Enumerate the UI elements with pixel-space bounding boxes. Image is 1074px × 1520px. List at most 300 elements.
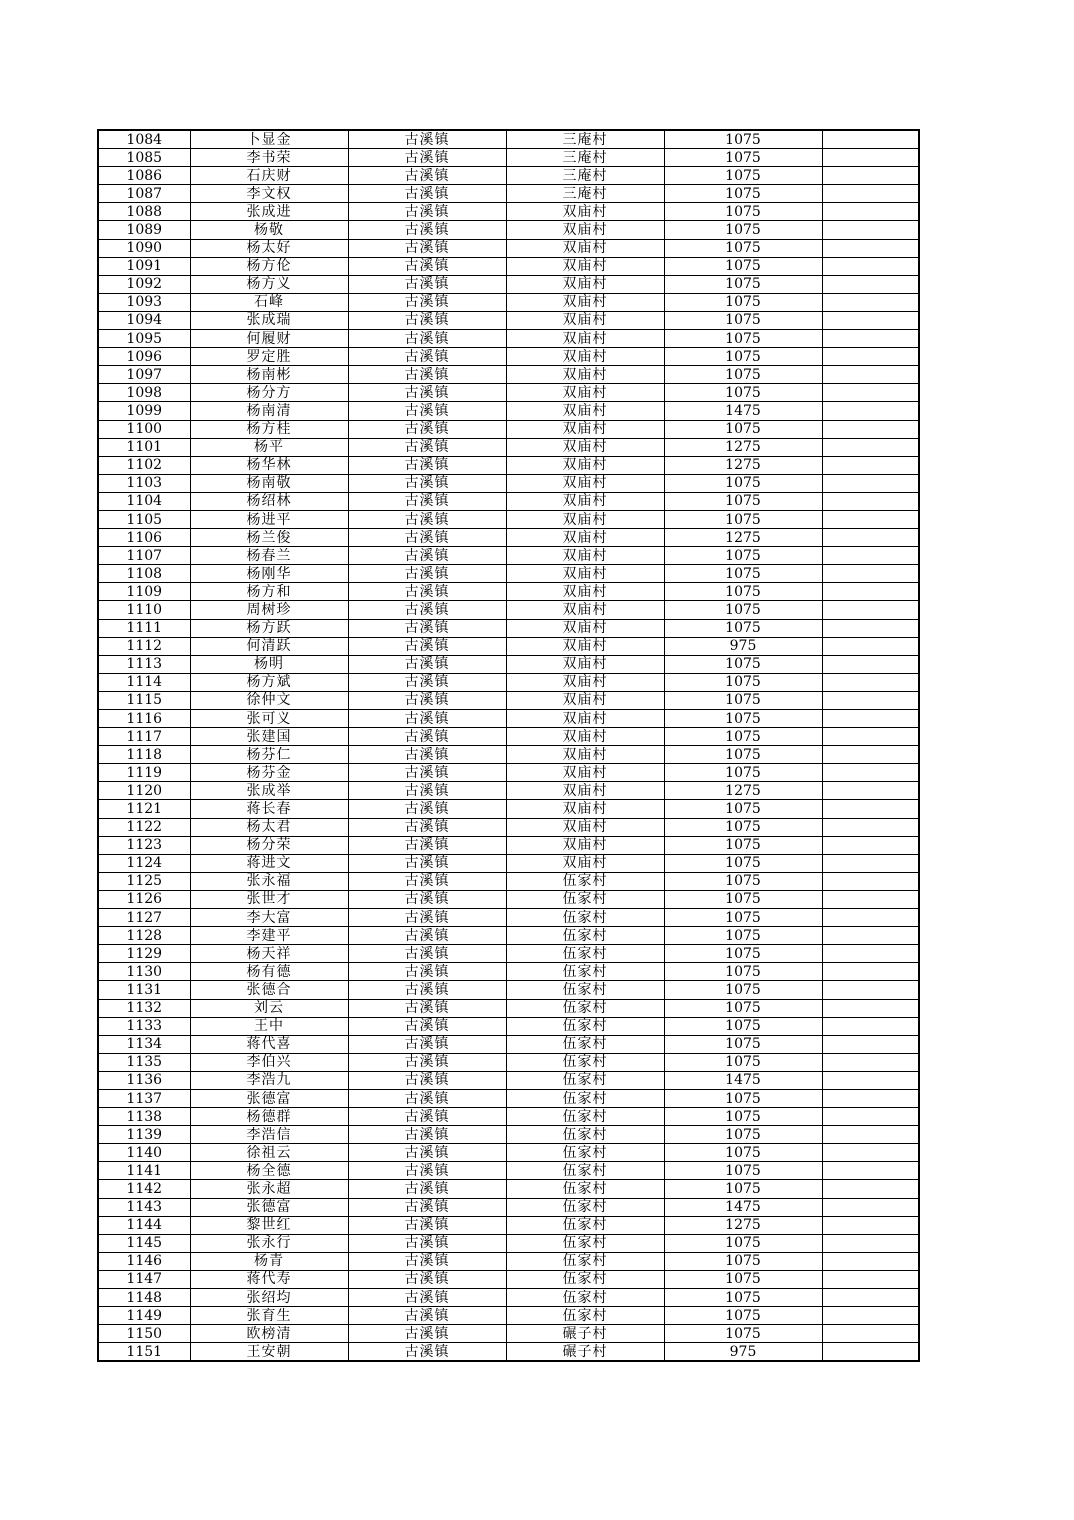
cell-index: 1115 — [98, 691, 190, 709]
cell-index: 1103 — [98, 474, 190, 492]
cell-amount: 1075 — [664, 746, 822, 764]
cell-village: 伍家村 — [506, 1252, 664, 1270]
cell-village: 伍家村 — [506, 1035, 664, 1053]
cell-amount: 1075 — [664, 1089, 822, 1107]
cell-amount: 1075 — [664, 1126, 822, 1144]
table-row — [98, 728, 919, 746]
cell-remark — [822, 293, 919, 311]
cell-town: 古溪镇 — [348, 402, 506, 420]
cell-town: 古溪镇 — [348, 275, 506, 293]
cell-amount: 1075 — [664, 1144, 822, 1162]
cell-town: 古溪镇 — [348, 619, 506, 637]
cell-index: 1124 — [98, 854, 190, 872]
cell-remark — [822, 275, 919, 293]
cell-town: 古溪镇 — [348, 1035, 506, 1053]
cell-name: 李浩信 — [190, 1126, 348, 1144]
cell-town: 古溪镇 — [348, 728, 506, 746]
cell-name: 杨芬金 — [190, 764, 348, 782]
cell-amount: 1075 — [664, 492, 822, 510]
cell-name: 何履财 — [190, 330, 348, 348]
table-row — [98, 1053, 919, 1071]
table-row — [98, 492, 919, 510]
cell-town: 古溪镇 — [348, 529, 506, 547]
cell-remark — [822, 510, 919, 528]
cell-amount: 1075 — [664, 1108, 822, 1126]
cell-remark — [822, 1035, 919, 1053]
cell-village: 双庙村 — [506, 456, 664, 474]
cell-town: 古溪镇 — [348, 1289, 506, 1307]
cell-town: 古溪镇 — [348, 1017, 506, 1035]
cell-town: 古溪镇 — [348, 330, 506, 348]
cell-index: 1110 — [98, 601, 190, 619]
cell-amount: 1075 — [664, 293, 822, 311]
cell-village: 双庙村 — [506, 438, 664, 456]
cell-name: 张绍均 — [190, 1289, 348, 1307]
cell-town: 古溪镇 — [348, 764, 506, 782]
cell-amount: 1075 — [664, 1035, 822, 1053]
cell-index: 1095 — [98, 330, 190, 348]
cell-name: 杨南敬 — [190, 474, 348, 492]
cell-index: 1091 — [98, 257, 190, 275]
cell-index: 1130 — [98, 963, 190, 981]
table-row — [98, 348, 919, 366]
cell-village: 双庙村 — [506, 655, 664, 673]
cell-town: 古溪镇 — [348, 782, 506, 800]
table-row — [98, 547, 919, 565]
cell-village: 三庵村 — [506, 149, 664, 167]
cell-index: 1138 — [98, 1108, 190, 1126]
cell-name: 杨太好 — [190, 239, 348, 257]
cell-name: 杨青 — [190, 1252, 348, 1270]
table-row — [98, 130, 919, 149]
cell-name: 欧榜清 — [190, 1325, 348, 1343]
cell-index: 1116 — [98, 710, 190, 728]
cell-index: 1096 — [98, 348, 190, 366]
cell-amount: 1075 — [664, 1270, 822, 1288]
cell-remark — [822, 1252, 919, 1270]
table-row — [98, 1144, 919, 1162]
cell-name: 杨有德 — [190, 963, 348, 981]
cell-village: 伍家村 — [506, 872, 664, 890]
cell-index: 1149 — [98, 1307, 190, 1325]
cell-remark — [822, 1053, 919, 1071]
cell-amount: 1075 — [664, 275, 822, 293]
cell-village: 三庵村 — [506, 167, 664, 185]
cell-index: 1093 — [98, 293, 190, 311]
cell-remark — [822, 330, 919, 348]
table-row — [98, 1180, 919, 1198]
cell-village: 伍家村 — [506, 1307, 664, 1325]
cell-amount: 1075 — [664, 710, 822, 728]
cell-index: 1121 — [98, 800, 190, 818]
cell-remark — [822, 782, 919, 800]
cell-town: 古溪镇 — [348, 474, 506, 492]
cell-village: 双庙村 — [506, 529, 664, 547]
cell-name: 张永福 — [190, 872, 348, 890]
cell-index: 1092 — [98, 275, 190, 293]
cell-remark — [822, 1198, 919, 1216]
cell-amount: 1075 — [664, 872, 822, 890]
cell-village: 双庙村 — [506, 402, 664, 420]
cell-remark — [822, 1234, 919, 1252]
cell-name: 周树珍 — [190, 601, 348, 619]
cell-index: 1105 — [98, 510, 190, 528]
cell-amount: 1075 — [664, 510, 822, 528]
cell-index: 1094 — [98, 311, 190, 329]
cell-name: 杨方义 — [190, 275, 348, 293]
cell-index: 1111 — [98, 619, 190, 637]
table-row — [98, 927, 919, 945]
cell-index: 1127 — [98, 909, 190, 927]
cell-town: 古溪镇 — [348, 203, 506, 221]
cell-amount: 1075 — [664, 909, 822, 927]
table-row — [98, 420, 919, 438]
table-body — [98, 130, 919, 1361]
cell-name: 罗定胜 — [190, 348, 348, 366]
cell-remark — [822, 239, 919, 257]
cell-remark — [822, 420, 919, 438]
table-row — [98, 1216, 919, 1234]
cell-village: 双庙村 — [506, 854, 664, 872]
cell-name: 卜显金 — [190, 130, 348, 149]
cell-index: 1151 — [98, 1343, 190, 1362]
cell-index: 1122 — [98, 818, 190, 836]
cell-amount: 1075 — [664, 1180, 822, 1198]
cell-amount: 1075 — [664, 130, 822, 149]
cell-amount: 1075 — [664, 601, 822, 619]
cell-village: 伍家村 — [506, 981, 664, 999]
cell-index: 1117 — [98, 728, 190, 746]
table-row — [98, 1234, 919, 1252]
cell-name: 李浩九 — [190, 1071, 348, 1089]
cell-name: 杨南彬 — [190, 366, 348, 384]
cell-town: 古溪镇 — [348, 1252, 506, 1270]
cell-name: 何清跃 — [190, 637, 348, 655]
cell-village: 双庙村 — [506, 782, 664, 800]
cell-remark — [822, 1216, 919, 1234]
table-row — [98, 529, 919, 547]
cell-town: 古溪镇 — [348, 890, 506, 908]
cell-village: 伍家村 — [506, 1053, 664, 1071]
cell-index: 1088 — [98, 203, 190, 221]
cell-amount: 1075 — [664, 149, 822, 167]
cell-town: 古溪镇 — [348, 366, 506, 384]
cell-town: 古溪镇 — [348, 1089, 506, 1107]
table-row — [98, 818, 919, 836]
table-row — [98, 1307, 919, 1325]
cell-amount: 1075 — [664, 836, 822, 854]
cell-village: 双庙村 — [506, 366, 664, 384]
cell-amount: 1075 — [664, 890, 822, 908]
cell-index: 1141 — [98, 1162, 190, 1180]
table-row — [98, 872, 919, 890]
cell-town: 古溪镇 — [348, 1216, 506, 1234]
cell-name: 张育生 — [190, 1307, 348, 1325]
cell-town: 古溪镇 — [348, 456, 506, 474]
cell-name: 杨分荣 — [190, 836, 348, 854]
cell-village: 双庙村 — [506, 348, 664, 366]
cell-village: 伍家村 — [506, 1071, 664, 1089]
table-row — [98, 945, 919, 963]
cell-remark — [822, 619, 919, 637]
cell-village: 伍家村 — [506, 909, 664, 927]
cell-town: 古溪镇 — [348, 1071, 506, 1089]
table-row — [98, 583, 919, 601]
table-row — [98, 239, 919, 257]
cell-amount: 1075 — [664, 384, 822, 402]
cell-town: 古溪镇 — [348, 167, 506, 185]
cell-index: 1108 — [98, 565, 190, 583]
cell-index: 1146 — [98, 1252, 190, 1270]
cell-town: 古溪镇 — [348, 1307, 506, 1325]
cell-village: 双庙村 — [506, 474, 664, 492]
cell-village: 双庙村 — [506, 510, 664, 528]
table-row — [98, 782, 919, 800]
cell-index: 1109 — [98, 583, 190, 601]
cell-name: 杨敬 — [190, 221, 348, 239]
cell-village: 双庙村 — [506, 764, 664, 782]
cell-amount: 1075 — [664, 221, 822, 239]
cell-town: 古溪镇 — [348, 673, 506, 691]
cell-remark — [822, 1270, 919, 1288]
table-row — [98, 1108, 919, 1126]
cell-town: 古溪镇 — [348, 1180, 506, 1198]
cell-name: 张永超 — [190, 1180, 348, 1198]
cell-name: 张成进 — [190, 203, 348, 221]
cell-amount: 1075 — [664, 1162, 822, 1180]
cell-amount: 1075 — [664, 203, 822, 221]
spreadsheet — [97, 129, 920, 1362]
cell-index: 1101 — [98, 438, 190, 456]
cell-remark — [822, 1144, 919, 1162]
cell-town: 古溪镇 — [348, 1144, 506, 1162]
table-row — [98, 836, 919, 854]
table-row — [98, 185, 919, 203]
cell-town: 古溪镇 — [348, 691, 506, 709]
cell-name: 杨太君 — [190, 818, 348, 836]
table-row — [98, 1035, 919, 1053]
table-row — [98, 1270, 919, 1288]
cell-name: 张世才 — [190, 890, 348, 908]
cell-index: 1135 — [98, 1053, 190, 1071]
cell-amount: 1075 — [664, 818, 822, 836]
cell-name: 杨方桂 — [190, 420, 348, 438]
cell-amount: 1075 — [664, 1289, 822, 1307]
table-row — [98, 673, 919, 691]
cell-index: 1114 — [98, 673, 190, 691]
cell-name: 杨方跃 — [190, 619, 348, 637]
cell-index: 1143 — [98, 1198, 190, 1216]
cell-village: 伍家村 — [506, 1089, 664, 1107]
cell-village: 伍家村 — [506, 1180, 664, 1198]
cell-amount: 1075 — [664, 1307, 822, 1325]
cell-amount: 1075 — [664, 366, 822, 384]
cell-town: 古溪镇 — [348, 854, 506, 872]
cell-remark — [822, 637, 919, 655]
cell-remark — [822, 474, 919, 492]
cell-remark — [822, 836, 919, 854]
cell-village: 双庙村 — [506, 420, 664, 438]
cell-name: 李文权 — [190, 185, 348, 203]
cell-town: 古溪镇 — [348, 999, 506, 1017]
table-row — [98, 800, 919, 818]
cell-village: 双庙村 — [506, 330, 664, 348]
cell-village: 三庵村 — [506, 130, 664, 149]
cell-remark — [822, 1325, 919, 1343]
cell-town: 古溪镇 — [348, 384, 506, 402]
cell-name: 李大富 — [190, 909, 348, 927]
cell-amount: 1075 — [664, 185, 822, 203]
cell-amount: 1075 — [664, 239, 822, 257]
cell-town: 古溪镇 — [348, 185, 506, 203]
cell-index: 1144 — [98, 1216, 190, 1234]
cell-index: 1097 — [98, 366, 190, 384]
cell-village: 双庙村 — [506, 800, 664, 818]
cell-remark — [822, 1180, 919, 1198]
cell-index: 1136 — [98, 1071, 190, 1089]
cell-index: 1099 — [98, 402, 190, 420]
cell-name: 杨刚华 — [190, 565, 348, 583]
table-row — [98, 474, 919, 492]
cell-name: 张永行 — [190, 1234, 348, 1252]
cell-amount: 1075 — [664, 800, 822, 818]
cell-village: 双庙村 — [506, 673, 664, 691]
cell-index: 1142 — [98, 1180, 190, 1198]
cell-amount: 1075 — [664, 999, 822, 1017]
cell-village: 伍家村 — [506, 1108, 664, 1126]
cell-remark — [822, 1017, 919, 1035]
cell-index: 1125 — [98, 872, 190, 890]
cell-village: 双庙村 — [506, 583, 664, 601]
cell-village: 双庙村 — [506, 239, 664, 257]
cell-name: 石庆财 — [190, 167, 348, 185]
table-row — [98, 1289, 919, 1307]
cell-village: 伍家村 — [506, 1270, 664, 1288]
cell-amount: 1075 — [664, 728, 822, 746]
cell-amount: 1075 — [664, 348, 822, 366]
cell-index: 1119 — [98, 764, 190, 782]
cell-index: 1106 — [98, 529, 190, 547]
cell-town: 古溪镇 — [348, 800, 506, 818]
cell-remark — [822, 764, 919, 782]
cell-index: 1120 — [98, 782, 190, 800]
cell-village: 双庙村 — [506, 492, 664, 510]
cell-remark — [822, 529, 919, 547]
cell-name: 张德富 — [190, 1089, 348, 1107]
cell-town: 古溪镇 — [348, 348, 506, 366]
cell-town: 古溪镇 — [348, 1108, 506, 1126]
cell-town: 古溪镇 — [348, 1270, 506, 1288]
cell-remark — [822, 981, 919, 999]
cell-amount: 1075 — [664, 1234, 822, 1252]
cell-amount: 1075 — [664, 1017, 822, 1035]
cell-remark — [822, 746, 919, 764]
cell-name: 李书荣 — [190, 149, 348, 167]
cell-index: 1107 — [98, 547, 190, 565]
table-row — [98, 710, 919, 728]
table-row — [98, 438, 919, 456]
cell-amount: 1475 — [664, 402, 822, 420]
cell-amount: 1075 — [664, 565, 822, 583]
cell-village: 三庵村 — [506, 185, 664, 203]
table-row — [98, 510, 919, 528]
cell-village: 伍家村 — [506, 890, 664, 908]
cell-name: 杨分方 — [190, 384, 348, 402]
cell-amount: 1475 — [664, 1071, 822, 1089]
table-row — [98, 1252, 919, 1270]
table-row — [98, 402, 919, 420]
cell-town: 古溪镇 — [348, 221, 506, 239]
cell-remark — [822, 1126, 919, 1144]
cell-village: 伍家村 — [506, 1234, 664, 1252]
cell-remark — [822, 673, 919, 691]
cell-name: 张德富 — [190, 1198, 348, 1216]
cell-amount: 1075 — [664, 619, 822, 637]
cell-amount: 1075 — [664, 673, 822, 691]
cell-village: 伍家村 — [506, 963, 664, 981]
table-row — [98, 1198, 919, 1216]
cell-village: 伍家村 — [506, 1289, 664, 1307]
cell-remark — [822, 1071, 919, 1089]
cell-name: 蒋长春 — [190, 800, 348, 818]
cell-index: 1150 — [98, 1325, 190, 1343]
cell-town: 古溪镇 — [348, 1126, 506, 1144]
cell-village: 伍家村 — [506, 999, 664, 1017]
cell-remark — [822, 601, 919, 619]
table-row — [98, 1017, 919, 1035]
cell-index: 1140 — [98, 1144, 190, 1162]
cell-village: 双庙村 — [506, 601, 664, 619]
table-row — [98, 619, 919, 637]
cell-name: 黎世红 — [190, 1216, 348, 1234]
cell-name: 杨南清 — [190, 402, 348, 420]
cell-town: 古溪镇 — [348, 1162, 506, 1180]
cell-name: 李伯兴 — [190, 1053, 348, 1071]
table-row — [98, 456, 919, 474]
cell-index: 1126 — [98, 890, 190, 908]
cell-amount: 1075 — [664, 1325, 822, 1343]
cell-town: 古溪镇 — [348, 945, 506, 963]
cell-village: 双庙村 — [506, 275, 664, 293]
cell-remark — [822, 1289, 919, 1307]
cell-town: 古溪镇 — [348, 547, 506, 565]
table-row — [98, 1162, 919, 1180]
cell-village: 伍家村 — [506, 1162, 664, 1180]
cell-remark — [822, 710, 919, 728]
cell-remark — [822, 130, 919, 149]
cell-remark — [822, 456, 919, 474]
cell-town: 古溪镇 — [348, 293, 506, 311]
cell-village: 双庙村 — [506, 746, 664, 764]
data-table — [97, 129, 920, 1362]
cell-amount: 1475 — [664, 1198, 822, 1216]
table-row — [98, 257, 919, 275]
cell-amount: 1275 — [664, 1216, 822, 1234]
cell-index: 1133 — [98, 1017, 190, 1035]
table-row — [98, 167, 919, 185]
cell-name: 杨平 — [190, 438, 348, 456]
cell-name: 杨明 — [190, 655, 348, 673]
cell-name: 杨方斌 — [190, 673, 348, 691]
cell-index: 1090 — [98, 239, 190, 257]
cell-amount: 1275 — [664, 456, 822, 474]
cell-remark — [822, 311, 919, 329]
cell-remark — [822, 221, 919, 239]
cell-town: 古溪镇 — [348, 872, 506, 890]
cell-village: 双庙村 — [506, 728, 664, 746]
cell-remark — [822, 800, 919, 818]
cell-village: 双庙村 — [506, 203, 664, 221]
